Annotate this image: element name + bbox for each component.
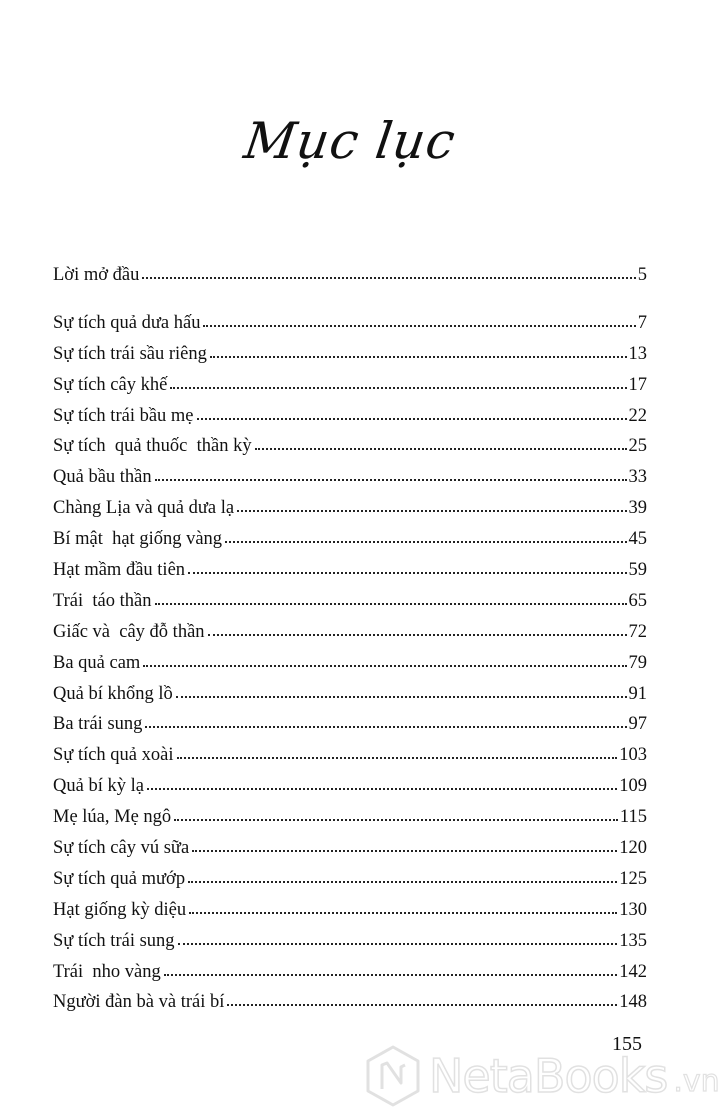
toc-entry[interactable] [53,524,647,555]
toc-entry-title: Sự tích trái sung [53,930,175,951]
toc-entry-title: Người đàn bà và trái bí [53,992,225,1013]
toc-entry[interactable] [53,864,647,895]
dot-leader [189,908,617,914]
toc-entry[interactable] [53,555,647,586]
toc-entry-page: 7 [637,312,647,333]
toc-entry-title: Quả bí khổng lồ [53,683,173,704]
toc-entry[interactable] [53,987,647,1018]
toc-entry-title: Sự tích quả xoài [53,745,174,766]
toc-entry-page: 135 [619,930,647,951]
toc-entry[interactable] [53,431,647,462]
dot-leader [227,1000,617,1006]
dot-leader [188,568,626,574]
toc-entry-title: Sự tích quả dưa hấu [53,312,201,333]
toc-entry[interactable] [53,370,647,401]
toc-entry-title: Quả bầu thần [53,467,152,488]
dot-leader [176,692,627,698]
toc-entry-page: 115 [619,807,647,828]
toc-entry-page: 120 [619,838,647,859]
toc-entry-title: Sự tích cây vú sữa [53,838,190,859]
table-of-contents [53,260,647,1018]
toc-entry-page: 97 [628,714,647,735]
toc-entry-title: Hạt mầm đầu tiên [53,560,186,581]
toc-entry[interactable] [53,339,647,370]
dot-leader [203,321,635,327]
toc-entry[interactable] [53,709,647,740]
dot-leader [147,784,617,790]
dot-leader [192,846,617,852]
toc-entry-title: Bí mật hạt giống vàng [53,529,223,550]
toc-entry-page: 103 [619,745,647,766]
toc-entry[interactable] [53,833,647,864]
dot-leader [170,383,626,389]
watermark [365,1040,720,1112]
dot-leader [237,506,626,512]
toc-entry[interactable] [53,617,647,648]
toc-entry-title: Giấc và cây đỗ thần [53,621,205,642]
toc-entry[interactable] [53,771,647,802]
toc-entry[interactable] [53,401,647,432]
dot-leader [142,273,635,279]
toc-entry-page: 79 [628,652,647,673]
toc-entry-page: 33 [628,467,647,488]
toc-entry[interactable] [53,957,647,988]
page-title: Mục lục [240,112,460,170]
toc-entry-title: Sự tích quả thuốc thần kỳ [53,436,252,457]
toc-entry-page: 45 [628,529,647,550]
dot-leader [208,630,627,636]
watermark-brand: NetaBooks [429,1049,668,1103]
toc-entry-page: 125 [619,868,647,889]
netabooks-logo-icon [365,1045,421,1107]
toc-entry-page: 13 [628,343,647,364]
toc-entry-page: 22 [628,405,647,426]
dot-leader [174,815,618,821]
dot-leader [210,352,627,358]
dot-leader [155,475,627,481]
toc-entry[interactable] [53,308,647,339]
toc-entry-title: Ba trái sung [53,714,143,735]
toc-entry[interactable] [53,740,647,771]
watermark-suffix: .vn [673,1063,720,1099]
toc-entry-title: Mẹ lúa, Mẹ ngô [53,807,172,828]
dot-leader [197,414,627,420]
toc-entry[interactable] [53,895,647,926]
toc-entry-page: 148 [619,992,647,1013]
toc-entry-page: 91 [628,683,647,704]
toc-entry-title: Sự tích quả mướp [53,868,186,889]
dot-leader [164,970,618,976]
toc-entry-title: Trái táo thần [53,590,152,611]
toc-entry-title: Trái nho vàng [53,961,161,982]
toc-entry-page: 25 [628,436,647,457]
toc-entry[interactable] [53,586,647,617]
dot-leader [155,599,627,605]
toc-entry-title: Sự tích trái sầu riêng [53,343,207,364]
toc-entry-page: 72 [628,621,647,642]
toc-entry-title: Chàng Lịa và quả dưa lạ [53,498,235,519]
toc-entry-title: Sự tích cây khế [53,374,168,395]
toc-entry-page: 59 [628,560,647,581]
toc-entry-title: Sự tích trái bầu mẹ [53,405,194,426]
toc-entry[interactable] [53,493,647,524]
dot-leader [145,722,626,728]
dot-leader [188,877,617,883]
dot-leader [177,753,618,759]
dot-leader [178,939,618,945]
toc-entry-title: Hạt giống kỳ diệu [53,899,187,920]
toc-entry-page: 130 [619,899,647,920]
toc-entry-page: 142 [619,961,647,982]
toc-entry[interactable] [53,926,647,957]
toc-entry-title: Quả bí kỳ lạ [53,776,144,797]
toc-entry-page: 109 [619,776,647,797]
dot-leader [225,537,626,543]
page-number: 155 [612,1033,642,1055]
toc-entry[interactable] [53,648,647,679]
toc-entry-title: Ba quả cam [53,652,141,673]
toc-entry-page: 5 [637,265,647,285]
toc-entry-page: 39 [628,498,647,519]
dot-leader [255,444,627,450]
toc-entry[interactable] [53,679,647,710]
toc-entry-page: 65 [628,590,647,611]
toc-entry[interactable] [53,260,647,291]
toc-entry[interactable] [53,802,647,833]
dot-leader [143,661,626,667]
toc-entry-page: 17 [628,374,647,395]
toc-entry-title: Lời mở đầu [53,265,140,285]
toc-entry[interactable] [53,462,647,493]
